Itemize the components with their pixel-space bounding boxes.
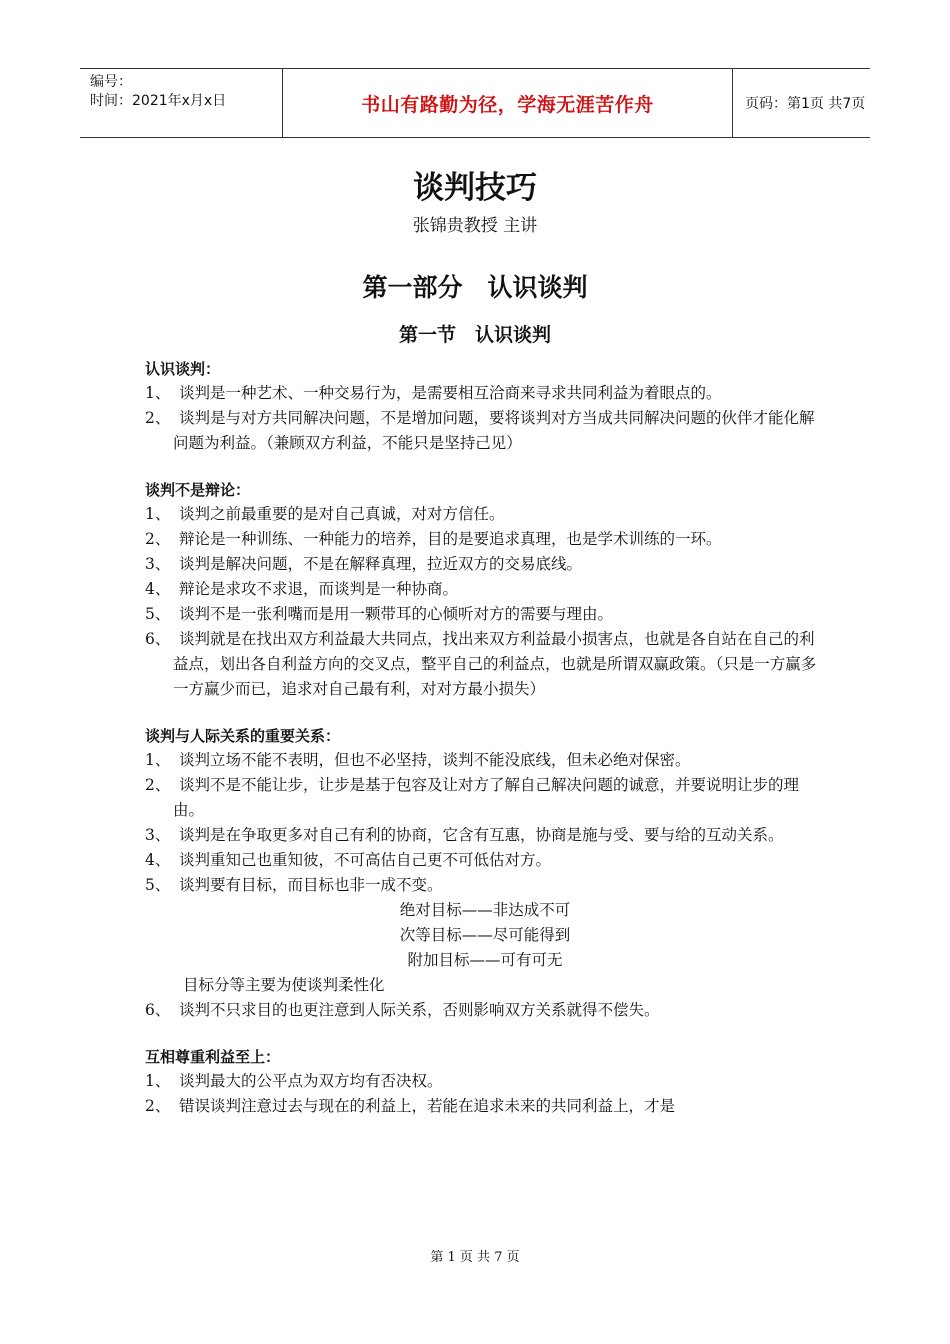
list-item: 6、 谈判就是在找出双方利益最大共同点，找出来双方利益最小损害点，也就是各自站在自己的利益点，划出各自利益方向的交叉点，整平自己的利益点，也就是所谓双赢政策。（只是一方赢多一方赢少而已，追求对自己最有利，对对方最小损失） xyxy=(145,630,817,698)
list-item: 2、 错误谈判注意过去与现在的利益上，若能在追求未来的共同利益上，才是 xyxy=(145,1097,676,1115)
list-item: 2、 辩论是一种训练、一种能力的培养，目的是要追求真理，也是学术训练的一环。 xyxy=(145,530,722,548)
number-label: 编号： xyxy=(90,74,132,90)
list-item: 3、 谈判是解决问题，不是在解释真理，拉近双方的交易底线。 xyxy=(145,555,583,573)
block-heading: 互相尊重利益至上： xyxy=(145,1048,281,1066)
block-heading: 认识谈判： xyxy=(145,360,221,378)
list-item: 5、 谈判不是一张利嘴而是用一颗带耳的心倾听对方的需要与理由。 xyxy=(145,605,614,623)
content-block xyxy=(145,357,825,456)
block-heading: 谈判与人际关系的重要关系： xyxy=(145,727,341,745)
goal-line: 次等目标——尽可能得到 xyxy=(399,926,571,944)
list-item: 1、 谈判最大的公平点为双方均有否决权。 xyxy=(145,1072,443,1090)
goal-note: 目标分等主要为使谈判柔性化 xyxy=(183,976,385,994)
list-item: 6、 谈判不只求目的也更注意到人际关系，否则影响双方关系就得不偿失。 xyxy=(145,1001,660,1019)
block-heading: 谈判不是辩论： xyxy=(145,481,251,499)
list-item: 4、 谈判重知己也重知彼，不可高估自己更不可低估对方。 xyxy=(145,851,552,869)
goal-line: 附加目标——可有可无 xyxy=(407,951,563,969)
list-item: 3、 谈判是在争取更多对自己有利的协商，它含有互惠，协商是施与受、要与给的互动关系。 xyxy=(145,826,784,844)
list-item: 1、 谈判是一种艺术、一种交易行为，是需要相互洽商来寻求共同利益为着眼点的。 xyxy=(145,384,722,402)
section-title: 第一节 认识谈判 xyxy=(398,324,551,346)
page-footer: 第 1 页 共 7 页 xyxy=(430,1250,520,1265)
header-meta xyxy=(80,69,282,137)
content-block xyxy=(145,1045,825,1119)
header-motto-cell xyxy=(282,69,733,137)
list-item: 1、 谈判之前最重要的是对自己真诚，对对方信任。 xyxy=(145,505,505,523)
document-body xyxy=(145,357,825,1141)
goal-line: 绝对目标——非达成不可 xyxy=(399,901,571,919)
content-block xyxy=(145,724,825,1023)
list-item: 1、 谈判立场不能不表明，但也不必坚持，谈判不能没底线，但未必绝对保密。 xyxy=(145,751,691,769)
list-item: 5、 谈判要有目标，而目标也非一成不变。 xyxy=(145,876,443,894)
list-item: 4、 辩论是求攻不求退，而谈判是一种协商。 xyxy=(145,580,459,598)
list-item: 2、 谈判不是不能让步，让步是基于包容及让对方了解自己解决问题的诚意，并要说明让步的理由。 xyxy=(145,776,800,819)
content-block xyxy=(145,478,825,702)
doc-title: 谈判技巧 xyxy=(413,170,537,206)
doc-subtitle: 张锦贵教授 主讲 xyxy=(412,216,538,236)
header-table xyxy=(80,68,870,138)
list-item: 2、 谈判是与对方共同解决问题，不是增加问题，要将谈判对方当成共同解决问题的伙伴才能化解问题为利益。（兼顾双方利益，不能只是坚持己见） xyxy=(145,409,815,452)
header-motto: 书山有路勤为径，学海无涯苦作舟 xyxy=(361,93,654,116)
time-label: 时间：2021年x月x日 xyxy=(90,93,227,109)
part-title: 第一部分 认识谈判 xyxy=(362,273,588,302)
header-page-info: 页码：第1页 共7页 xyxy=(745,96,866,112)
